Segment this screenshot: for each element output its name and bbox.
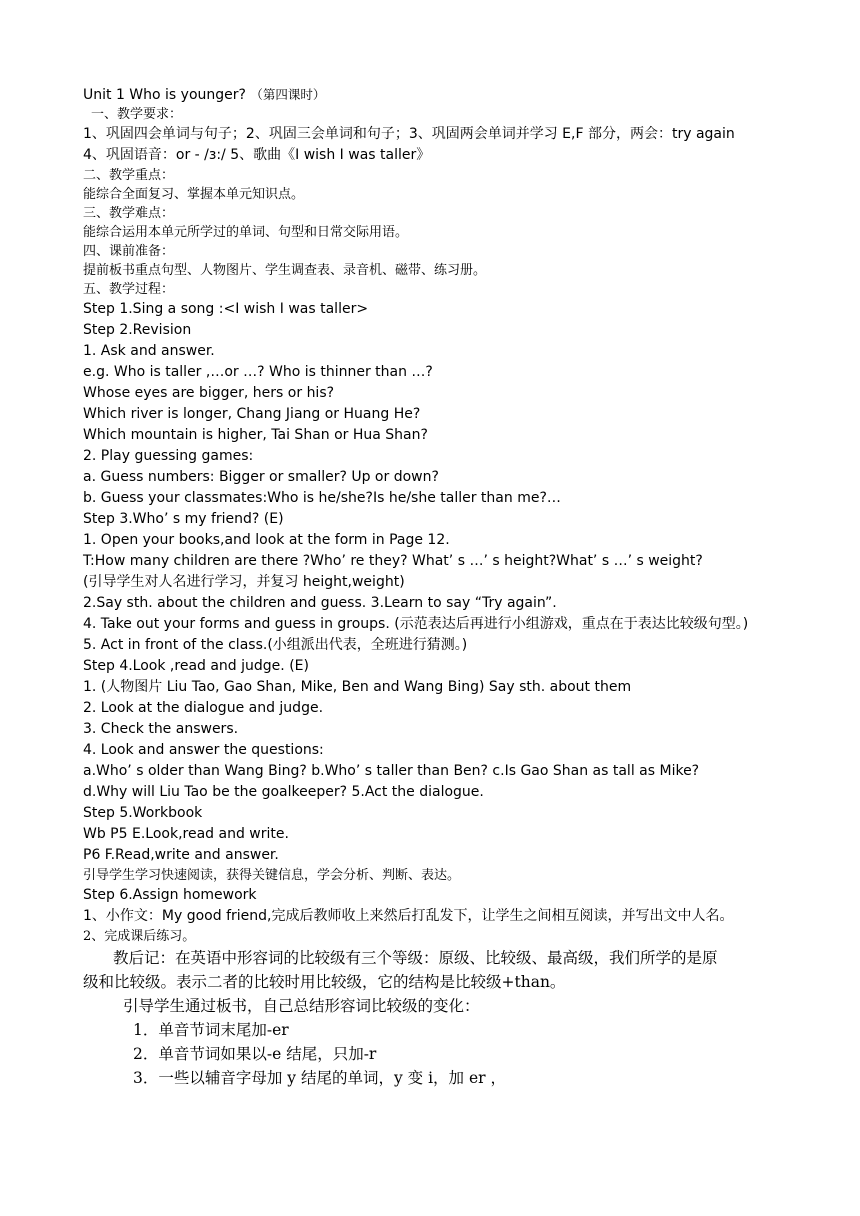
step-item: 3. Check the answers. [83,721,239,737]
section-body: 能综合运用本单元所学过的单词、句型和日常交际用语。 [83,225,409,240]
step-item: 2、完成课后练习。 [83,929,196,944]
step-item: 4. Look and answer the questions: [83,742,324,758]
step-item: 5. Act in front of the class.(小组派出代表，全班进行猜测。) [83,637,468,653]
doc-title-line [83,84,783,105]
reflection-line: 引导学生通过板书，自己总结形容词比较级的变化： [123,997,480,1015]
step-heading: Step 3.Who’ s my friend? (E) [83,511,284,527]
step-item: d.Why will Liu Tao be the goalkeeper? 5.Act the dialogue. [83,784,484,800]
step-item: T:How many children are there ?Who’ re they? What’ s …’ s height?What’ s …’ s weight? [83,553,703,569]
doc-title-suffix: （第四课时） [250,87,326,102]
reflection-line: 教后记：在英语中形容词的比较级有三个等级：原级、比较级、最高级，我们所学的是原 [113,949,718,967]
step-item: 2. Look at the dialogue and judge. [83,700,324,716]
step-item: a.Who’ s older than Wang Bing? b.Who’ s taller than Ben? c.Is Gao Shan as tall as Mike? [83,763,700,779]
lesson-plan [83,84,783,1090]
section-heading: 三、教学难点： [83,206,175,221]
doc-title: Unit 1 Who is younger? [83,87,246,103]
step-item: 1. Ask and answer. [83,343,215,359]
step-item: (引导学生对人名进行学习，并复习 height,weight) [83,574,405,590]
step-item: 1、小作文：My good friend,完成后教师收上来然后打乱发下，让学生之间相互阅读，并写出文中人名。 [83,908,734,924]
step-item: 2.Say sth. about the children and guess. 3.Learn to say “Try again”. [83,595,557,611]
step-item: 4. Take out your forms and guess in groups. (示范表达后再进行小组游戏，重点在于表达比较级句型。) [83,616,749,632]
step-item: 引导学生学习快速阅读，获得关键信息，学会分析、判断、表达。 [83,868,461,883]
requirement-line: 4、巩固语音：or - /ɜ:/ 5、歌曲《I wish I was taller》 [83,147,431,163]
step-item: a. Guess numbers: Bigger or smaller? Up or down? [83,469,439,485]
step-heading: Step 1.Sing a song :<I wish I was taller> [83,301,369,317]
step-item: Wb P5 E.Look,read and write. [83,826,289,842]
step-item: e.g. Who is taller ,…or …? Who is thinner than …? [83,364,433,380]
rule-item: 2．单音节词如果以-e 结尾，只加-r [133,1045,377,1063]
section-heading: 二、教学重点： [83,168,175,183]
step-item: 1. (人物图片 Liu Tao, Gao Shan, Mike, Ben and Wang Bing) Say sth. about them [83,679,632,695]
step-item: Which mountain is higher, Tai Shan or Hua Shan? [83,427,428,443]
step-item: 2. Play guessing games: [83,448,254,464]
step-heading: Step 4.Look ,read and judge. (E) [83,658,309,674]
reflection-line: 级和比较级。表示二者的比较时用比较级，它的结构是比较级+than。 [83,973,566,991]
step-heading: Step 2.Revision [83,322,192,338]
section-body: 能综合全面复习、掌握本单元知识点。 [83,187,305,202]
step-item: Which river is longer, Chang Jiang or Huang He? [83,406,421,422]
step-item: b. Guess your classmates:Who is he/she?Is he/she taller than me?… [83,490,561,506]
requirement-line: 1、巩固四会单词与句子；2、巩固三会单词和句子；3、巩固两会单词并学习 E,F 部分，两会：try again [83,126,735,142]
step-heading: Step 6.Assign homework [83,887,257,903]
step-heading: Step 5.Workbook [83,805,203,821]
step-item: P6 F.Read,write and answer. [83,847,279,863]
rule-item: 3．一些以辅音字母加 y 结尾的单词，y 变 i，加 er ， [133,1069,506,1087]
section-heading: 四、课前准备： [83,244,175,259]
section-heading: 五、教学过程： [83,282,175,297]
step-item: 1. Open your books,and look at the form in Page 12. [83,532,450,548]
section-heading: 一、教学要求： [91,107,183,122]
section-body: 提前板书重点句型、人物图片、学生调查表、录音机、磁带、练习册。 [83,263,487,278]
rule-item: 1．单音节词末尾加-er [133,1021,289,1039]
step-item: Whose eyes are bigger, hers or his? [83,385,335,401]
